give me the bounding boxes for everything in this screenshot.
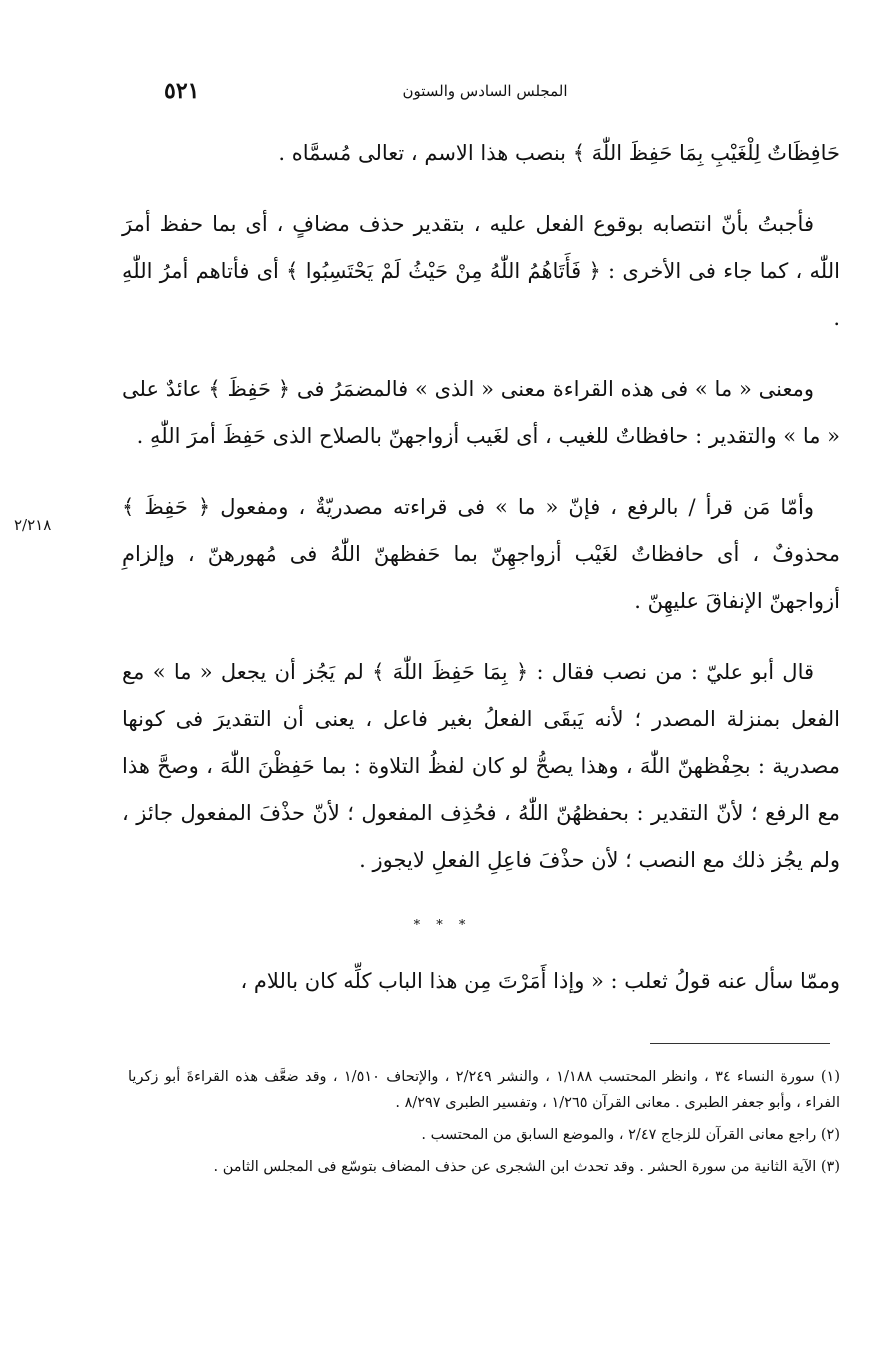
running-title: المجلس السادس والستون [402, 82, 568, 100]
page-header [130, 78, 840, 118]
footnote-divider [650, 1043, 830, 1044]
paragraph-4: وأمّا مَن قرأ / بالرفع ، فإنّ « ما » فى قراءته مصدريّةٌ ، ومفعول ﴿ حَفِظَ ﴾ محذوفٌ ، أى حافظاتٌ لغَيْب أزواجهِنّ بما حَفظهنّ اللّٰهُ فى مُهورهنّ ، وإلزامِ أزواجهنّ الإنفاقَ عليهِنّ . [122, 495, 840, 613]
paragraph-3: ومعنى « ما » فى هذه القراءة معنى « الذى » فالمضمَرُ فى ﴿ حَفِظَ ﴾ عائدٌ على « ما » والتقدير : حافظاتٌ للغيب ، أى لغَيب أزواجهنّ بالصلاح الذى حَفِظَ أمرَ اللّٰهِ . [122, 377, 840, 448]
footnote-1: (١) سورة النساء ٣٤ ، وانظر المحتسب ١/١٨٨ ، والنشر ٢/٢٤٩ ، والإتحاف ١/٥١٠ ، وقد ضعَّف هذه القراءةَ أبو زكريا الفراء ، وأبو جعفر الطبرى . معانى القرآن ١/٢٦٥ ، وتفسير الطبرى ٨/٢٩٧ . [128, 1069, 841, 1111]
footnotes [128, 1064, 840, 1186]
footnote-3: (٣) الآية الثانية من سورة الحشر . وقد تحدث ابن الشجرى عن حذف المضاف بتوسّع فى المجلس الثامن . [213, 1159, 840, 1175]
paragraph-6: وممّا سأل عنه قولُ ثعلب : « وإذا أَمَرْتَ مِن هذا الباب كلِّه كان باللام ، [240, 969, 840, 993]
footnote-2: (٢) راجع معانى القرآن للزجاج ٢/٤٧ ، والموضع السابق من المحتسب . [421, 1127, 840, 1143]
margin-reference: ٢/٢١٨ [14, 516, 52, 534]
paragraph-2: فأجبتُ بأنّ انتصابه بوقوع الفعل عليه ، بتقدير حذف مضافٍ ، أى بما حفظ أمرَ اللّٰه ، كما جاء فى الأخرى : ﴿ فَأَتَاهُمُ اللّٰهُ مِنْ حَيْثُ لَمْ يَحْتَسِبُوا ﴾ أى فأتاهم أمرُ اللّٰهِ . [122, 212, 840, 330]
paragraph-1: حَافِظَاتٌ لِلْغَيْبِ بِمَا حَفِظَ اللّٰهَ ﴾ بنصب هذا الاسم ، تعالى مُسمَّاه . [278, 141, 840, 165]
main-text [122, 130, 840, 908]
paragraph-5: قال أبو عليّ : من نصب فقال : ﴿ بِمَا حَفِظَ اللّٰهَ ﴾ لم يَجُز أن يجعل « ما » مع الفعل بمنزلة المصدر ؛ لأنه يَبقَى الفعلُ بغير فاعل ، يعنى أن التقديرَ فى كونها مصدرية : بحِفْظهنّ اللّٰهَ ، وهذا يصحُّ لو كان لفظُ التلاوة : بما حَفِظْنَ اللّٰهَ ، وصحَّ هذا مع الرفع ؛ لأنّ التقدير : بحفظهُنّ اللّٰهُ ، فحُذِف المفعول ؛ لأنّ حذْفَ المفعول جائز ، ولم يجُز ذلك مع النصب ؛ لأن حذْفَ فاعِلِ الفعلِ لايجوز . [122, 660, 840, 872]
page-number: ٥٢١ [164, 78, 200, 104]
section-separator: * * * [413, 918, 472, 933]
